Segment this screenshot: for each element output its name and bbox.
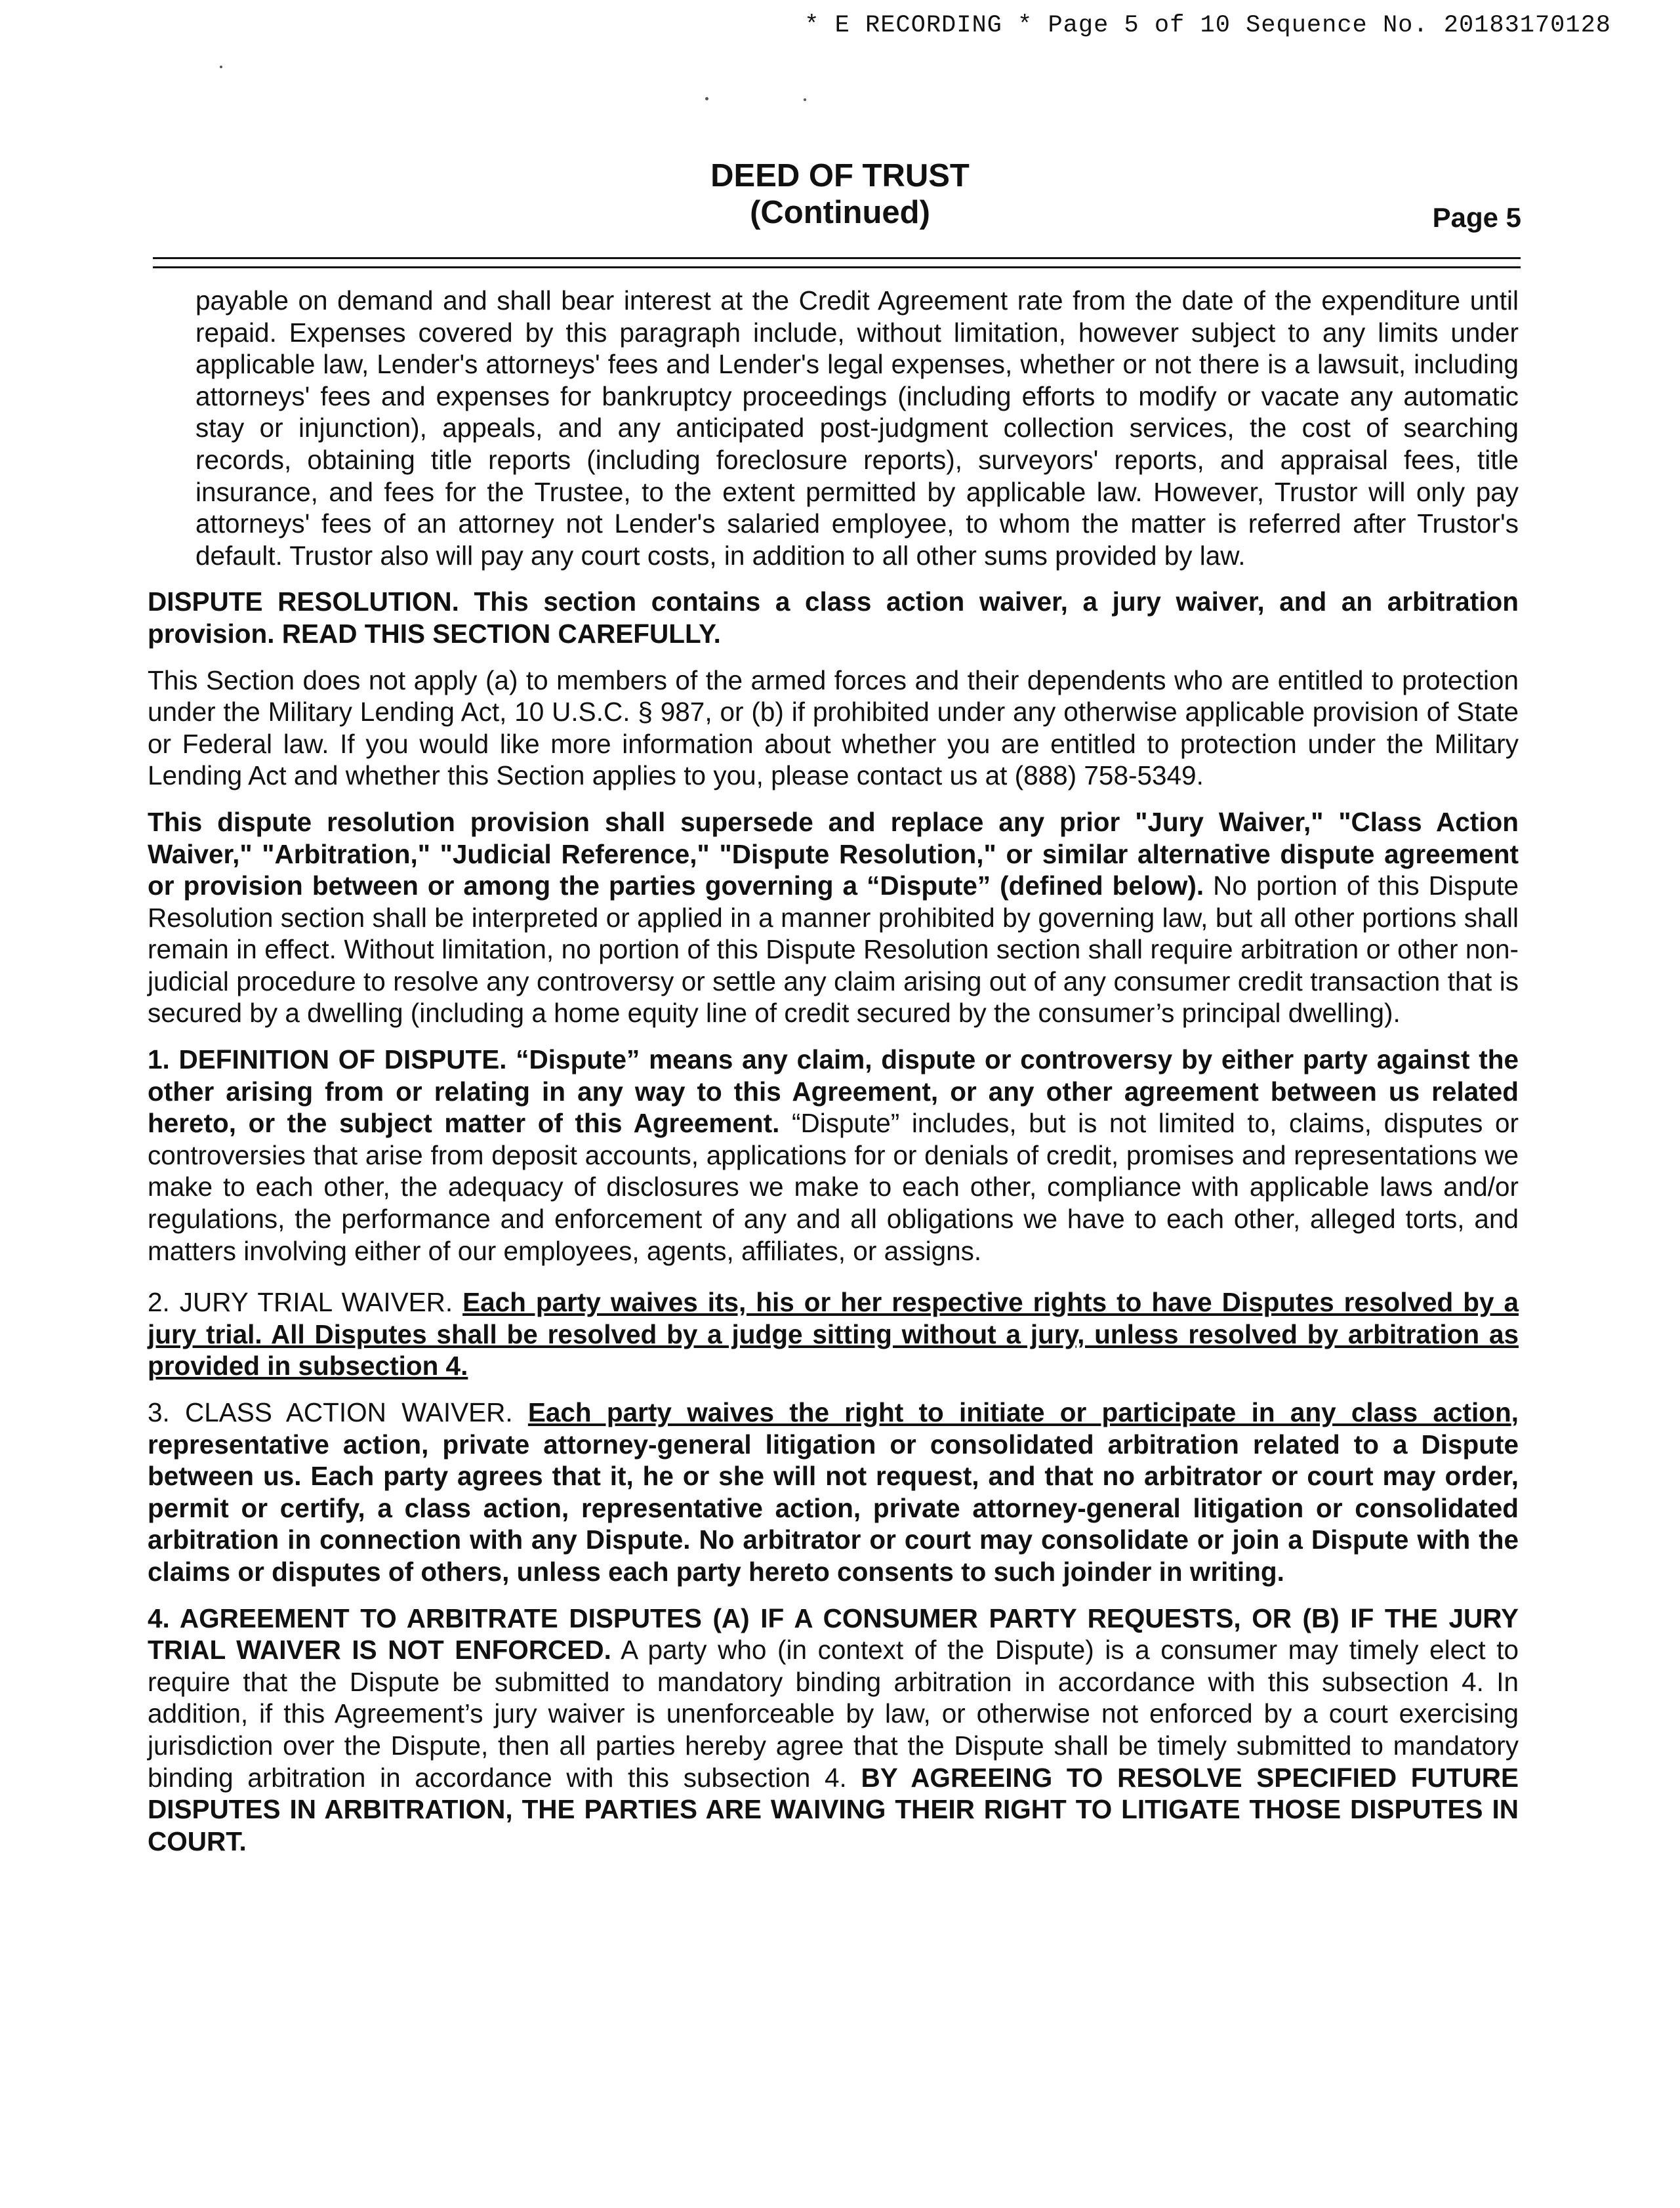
expenses-paragraph: payable on demand and shall bear interest at the Credit Agreement rate from the date of the expenditure until repaid. Expenses covered by this paragraph include, without limitation, however subject to any limits under applicable law, Lender's attorneys' fees and Lender's legal expenses, whether or not there is a lawsuit, including attorneys' fees and expenses for bankruptcy proceedings (including efforts to modify or vacate any automatic stay or injunction), appeals, and any anticipated post-judgment collection services, the cost of searching records, obtaining title reports (including foreclosure reports), surveyors' reports, and appraisal fees, title insurance, and fees for the Trustee, to the extent permitted by applicable law. However, Trustor will only pay attorneys' fees of an attorney not Lender's salaried employee, to whom the matter is referred after Trustor's default. Trustor also will pay any court costs, in addition to all other sums provided by law. bbox=[195, 285, 1519, 571]
supersede-paragraph bbox=[148, 806, 1519, 1029]
scan-speck bbox=[705, 97, 708, 100]
military-lending-paragraph: This Section does not apply (a) to members of the armed forces and their dependents who are entitled to protection under the Military Lending Act, 10 U.S.C. § 987, or (b) if prohibited under any otherwise applicable provision of State or Federal law. If you would like more information about whether you are entitled to protection under the Military Lending Act and whether this Section applies to you, please contact us at (888) 758-5349. bbox=[148, 664, 1519, 791]
class-action-label: 3. CLASS ACTION WAIVER. bbox=[148, 1397, 528, 1427]
jury-waiver-underlined-text: Each party waives its, his or her respective rights to have Disputes resolved by a jury trial. All Disputes shall be resolved by a judge sitting without a jury, unless resolved by arbitration as provided in subsection 4. bbox=[148, 1287, 1519, 1381]
supersede-bold-text: This dispute resolution provision shall supersede and replace any prior "Jury Waiver," "Class Action Waiver," "Arbitration," "Judicial Reference," "Dispute Resolution," or similar alternative dispute agreement or provision between or among the parties governing a “Dispute” (defined below). bbox=[148, 806, 1519, 901]
arbitration-text: A party who (in context of the Dispute) is a consumer may timely elect to require that the Dispute be submitted to mandatory binding arbitration in accordance with this subsection 4. In addition, if this Agreement’s jury waiver is unenforceable by law, or otherwise not enforced by a court exercising jurisdiction over the Dispute, then all parties hereby agree that the Dispute shall be timely submitted to mandatory binding arbitration in accordance with this subsection 4. bbox=[148, 1635, 1519, 1793]
class-action-underlined-text: Each party waives the right to initiate or participate in any class action bbox=[527, 1397, 1511, 1427]
definition-of-dispute-section bbox=[148, 1044, 1519, 1267]
arbitration-bold-warning: BY AGREEING TO RESOLVE SPECIFIED FUTURE DISPUTES IN ARBITRATION, THE PARTIES ARE WAIVING THEIR RIGHT TO LITIGATE THOSE DISPUTES IN COURT. bbox=[148, 1762, 1519, 1856]
arbitration-heading: 4. AGREEMENT TO ARBITRATE DISPUTES (A) IF A CONSUMER PARTY REQUESTS, OR (B) IF THE JURY TRIAL WAIVER IS NOT ENFORCED. bbox=[148, 1603, 1519, 1666]
header-rule-bottom bbox=[153, 266, 1521, 268]
title-line-2: (Continued) bbox=[750, 195, 930, 230]
supersede-text: No portion of this Dispute Resolution section shall be interpreted or applied in a manner prohibited by governing law, but all other portions shall remain in effect. Without limitation, no portion of this Dispute Resolution section shall require arbitration or other non-judicial procedure to resolve any controversy or settle any claim arising out of any consumer credit transaction that is secured by a dwelling (including a home equity line of credit secured by the consumer’s principal dwelling). bbox=[148, 870, 1519, 1029]
jury-trial-waiver-section bbox=[148, 1286, 1519, 1382]
definition-bold-text: 1. DEFINITION OF DISPUTE. “Dispute” means any claim, dispute or controversy by either party against the other arising from or relating in any way to this Agreement, or any other agreement between us related hereto, or the subject matter of this Agreement. bbox=[148, 1044, 1519, 1139]
definition-text: “Dispute” includes, but is not limited to, claims, disputes or controversies that arise from deposit accounts, applications for or denials of credit, promises and representations we make to each other, the adequacy of disclosures we make to each other, compliance with applicable laws and/or regulations, the performance and enforcement of any and all obligations we have to each other, alleged torts, and matters involving either of our employees, agents, affiliates, or assigns. bbox=[148, 1108, 1519, 1266]
title-line-1: DEED OF TRUST bbox=[710, 158, 970, 194]
page-number-label: Page 5 bbox=[1432, 202, 1521, 233]
arbitration-agreement-section bbox=[148, 1603, 1519, 1858]
document-body bbox=[148, 285, 1519, 1871]
recording-header: * E RECORDING * Page 5 of 10 Sequence No. 20183170128 bbox=[804, 12, 1611, 39]
scan-speck bbox=[804, 98, 806, 101]
jury-waiver-label: 2. JURY TRIAL WAIVER. bbox=[148, 1287, 463, 1318]
document-title bbox=[0, 157, 1680, 231]
dispute-resolution-heading: DISPUTE RESOLUTION. This section contains a class action waiver, a jury waiver, and an arbitration provision. READ THIS SECTION CAREFULLY. bbox=[148, 586, 1519, 649]
class-action-waiver-section bbox=[148, 1397, 1519, 1588]
scan-speck bbox=[220, 66, 222, 68]
class-action-bold-text: , representative action, private attorney-general litigation or consolidated arbitration related to a Dispute between us. Each party agrees that it, he or she will not request, and that no arbitrator or court may order, permit or certify, a class action, representative action, private attorney-general litigation or consolidated arbitration in connection with any Dispute. No arbitrator or court may consolidate or join a Dispute with the claims or disputes of others, unless each party hereto consents to such joinder in writing. bbox=[148, 1397, 1519, 1587]
header-rule-top bbox=[153, 257, 1521, 259]
